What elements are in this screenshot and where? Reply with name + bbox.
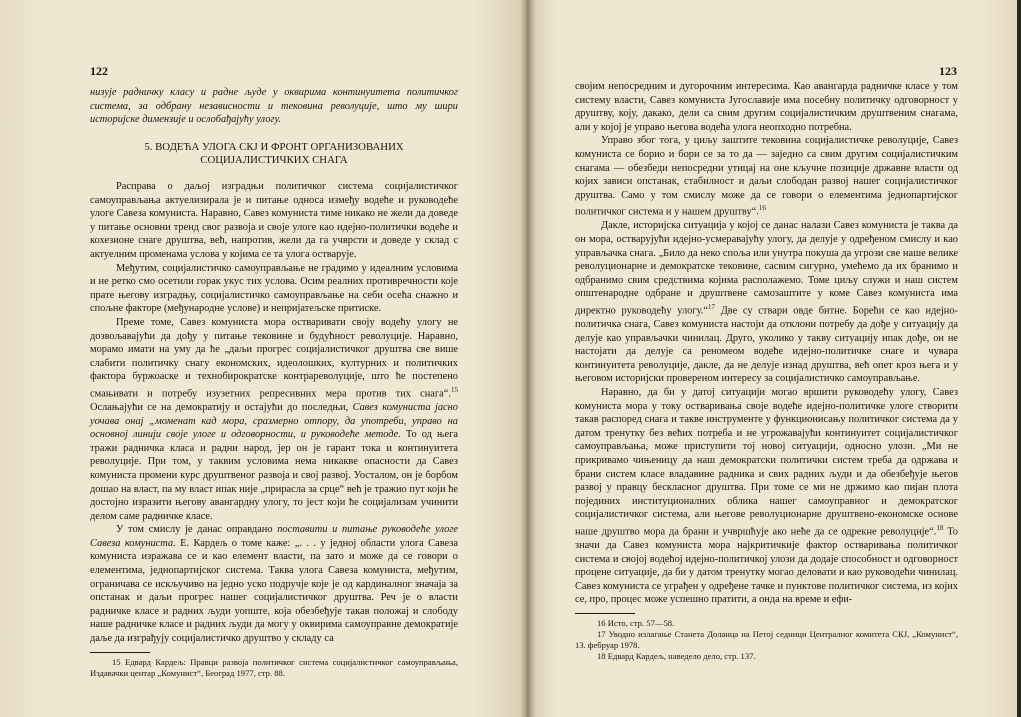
- text-run: У том смислу је данас оправдано: [116, 524, 278, 536]
- emphasis-run: поставити и питање руководеће улоге Савеза комуниста.: [90, 524, 458, 549]
- text-run: Управо због тога, у циљу заштите тековина социјалистичке револуције, Савез комуниста се борио и бори се за то да — заједно са свим другим социјалистичким снагама — обезбеди непосредни утицај на оне кључне позиције државне власти од којих зависи опстанак, стабилност и даљи слободан развој нашег социјалистичког друштва. Само у том смислу може да се говори о елементима једнопартијског политичког система и у нашем друштву“.: [575, 135, 958, 218]
- paragraph: [90, 316, 458, 523]
- intro-paragraph: низује радничку класу и радне људе у оквирима континуитета политичког система, за одбрану независности и тековина револуције, што му шири историјске димензије и ослобађајућу улогу.: [90, 87, 458, 126]
- paragraph: [90, 523, 458, 645]
- footnote-ref: 16: [758, 204, 766, 213]
- paragraph: [575, 134, 958, 219]
- footnote: 18 Едвард Кардељ, наведело дело, стр. 137.: [597, 650, 756, 661]
- text-run: Е. Кардељ о томе каже: „. . . у једној области улога Савеза комуниста изражава се и као елемент власти, па зато и може да се говори о елементима, једнопартијског система. Таква улога Савеза комуниста, међутим, ограничава се искључиво на једно уско подручје које је од кардиналног значаја за опстанак и даљи прогрес нашег социјалистичког друштва. Реч је о власти радничке класе и радних људи уопште, која обезбеђује такав положај и слободу наше радничке класе и радних људи да могу у оквирима самоуправне демократије даље да изграђују социјалистичко друштво у складу са: [90, 537, 458, 645]
- footnote-divider: [90, 652, 150, 653]
- footnote-ref: 18: [936, 523, 944, 532]
- right-page: [527, 0, 1021, 717]
- book-gutter: [520, 0, 536, 717]
- page-number: 122: [90, 64, 108, 78]
- right-page-content: [575, 80, 958, 662]
- section-heading-line1: 5. ВОДЕЋА УЛОГА СКЈ И ФРОНТ ОРГАНИЗОВАНИХ: [144, 140, 404, 153]
- text-run: Наравно, да би у датој ситуацији могао вршити руководећу улогу, Савез комуниста мора у току остваривања своје водеће идејно-политичке улоге створити такав распоред снага и такве инструменте у функционисању политичког система да у датом тренутку без већих потреба и не угрожавајући континуитет социјалистичког самоуправљања, може приступити тој новој ситуацији, односно улози. „Ми не прикривамо чињеницу да наш демократски политички систем треба да одржава и брани систем класе владавине радника и свих радних људи и да обезбеђује његов развој у правцу бескласног друштва. При томе се ми не држимо као пијан плота појединих институционалних облика нашег самоуправног и демократског социјалистичког система, али његове револуционарне друштвено-економске основе наше друштво мора да брани и учвршћује ако неће да се одрекне револуције“.: [575, 387, 958, 538]
- paragraph: својим непосредним и дугорочним интересима. Као авангарда радничке класе у том систему власти, Савез комуниста Југославије има посебну политичку одговорност у друштву, коју, дакако, дели са свим другим социјалистичким друштвеним снагама, али у којој је управо његова водећа улога неопходно потребна.: [575, 81, 958, 133]
- text-run: Две су ствари овде битне. Борећи се као идејно-политичка снага, Савез комуниста настоји да отклони потребу да дође у ситуацију да делује као управљачки чинилац. Друго, уколико у такву ситуацију ипак дође, он не настојати да делује са реномеом водеће идејно-политичке снаге и чувара континуитета револуције, дакле, да не делује изнад друштва, већ опет кроз њега и у његовом историјски провереном интересу за социјалистичко самоуправљање.: [575, 305, 959, 385]
- paragraph: [575, 386, 958, 607]
- book-edge-right: [1017, 0, 1021, 717]
- footnote: 17 Уводно излагање Станета Доланца на Петој седници Централног комитета СКЈ, „Комунист“, 13. фебруар 1978.: [575, 628, 958, 650]
- text-run: Преме томе, Савез комуниста мора остваривати своју водећу улогу не дозвољавајући да дођу у питање тековине и будућност револуције. Наравно, морамо имати на уму да ће „даљи прогрес социјалистичког друштва све више слабити политичку снагу економских, идеолошких, културних и политичких фактора буржоаске и технобирократске контрареволуције, што ће постепено смањивати и потребу изузетних репресивних мера против тих снага“.: [90, 316, 458, 400]
- paragraph: Међутим, социјалистичко самоуправљање не градимо у идеалним условима и не ретко смо осетили горак укус тих услова. Осим реалних противречности које прате његову изградњу, социјалистичко самоуправљање на себи осећа снажно и спољне факторе (међународне услове) и непријатељске притиске.: [90, 262, 458, 315]
- text-run: То од њега тражи радничка класа и радни народ, јер он је гарант тока и континуитета револуције. При том, у таквим условима нема никакве опасности да Савез комуниста промени курс друштвеног развоја и свој развој. Уосталом, он је борбом дошао на власт, па му власт ипак није „прирасла за срце“ већ је тражио пут који ће достојно изразити његову авангардну улогу, то јест који ће социјализам учинити делом саме радничке класе.: [90, 429, 458, 522]
- footnote-ref: 17: [708, 302, 715, 311]
- page-number: 123: [939, 64, 957, 78]
- text-run: То значи да Савез комуниста мора најкритичкије фактор остваривања политичког система и својој водећој идејно-политичкој улози да додаје способност и одговорност процене ситуације, да би у датом тренутку могао деловати и као руководећи чинилац. Савез комуниста се уграђен у одређене тачке и пунктове политичког система, из којих се, про, процес може успешно пратити, а онда на време и ефи-: [575, 526, 958, 606]
- text-run: Дакле, историјска ситуација у којој се данас налази Савез комуниста је таква да он мора, остварујући идејно-усмеравајућу улогу, да делује у одређеном смислу и као управљачка снага. „Било да нeко споља или унутра покуша да угрози све наше велике револуционарне и демократске тековине, сасвим сигурно, умећемо да их бранимо и одбранимо свим средствима којима располажемо. Томе циљу служи и наш систем општенародне одбране и друштвене самозаштите у коме Савез комуниста има директно руководећу улогу.“: [575, 220, 958, 317]
- left-page-content: [90, 86, 458, 679]
- text-run: Ослањајући се на демократију и остајући до последњи,: [90, 401, 353, 413]
- footnote: 16 Исто, стр. 57—58.: [597, 617, 675, 628]
- footnote-divider: [575, 613, 635, 614]
- section-heading-line2: СОЦИЈАЛИСТИЧКИХ СНАГА: [200, 154, 348, 167]
- paragraph: Расправа о даљој изградњи политичког система социјалистичког самоуправљања актуелизирала је и питање односа између водеће и руководеће улоге Савеза комуниста. Наравно, Савез комуниста тиме никако не жели да доведе у питање основни тренд свог развоја и своје улоге као идејно-политички водеће и кохезионе снаге друштва, већ, напротив, жели да га учврсти и доведе у склад с актуелним променама услова у којима се та улога остварује.: [90, 180, 458, 260]
- emphasis-run: Савез комуниста јасно уочава онај „моменат кад мора, сразмерно отпору, да употреби, управо на основној линији своје улоге и одговорности, и руководеће методе.: [90, 401, 458, 441]
- section-heading: [90, 141, 458, 168]
- paragraph: [575, 219, 958, 386]
- footnote: 15 Едвард Кардељ: Правци развоја политичког система социјалистичког самоуправљања, Издавачки центар „Комунист“, Београд 1977, стр. 88.: [90, 656, 458, 678]
- footnote-ref: 15: [451, 385, 458, 394]
